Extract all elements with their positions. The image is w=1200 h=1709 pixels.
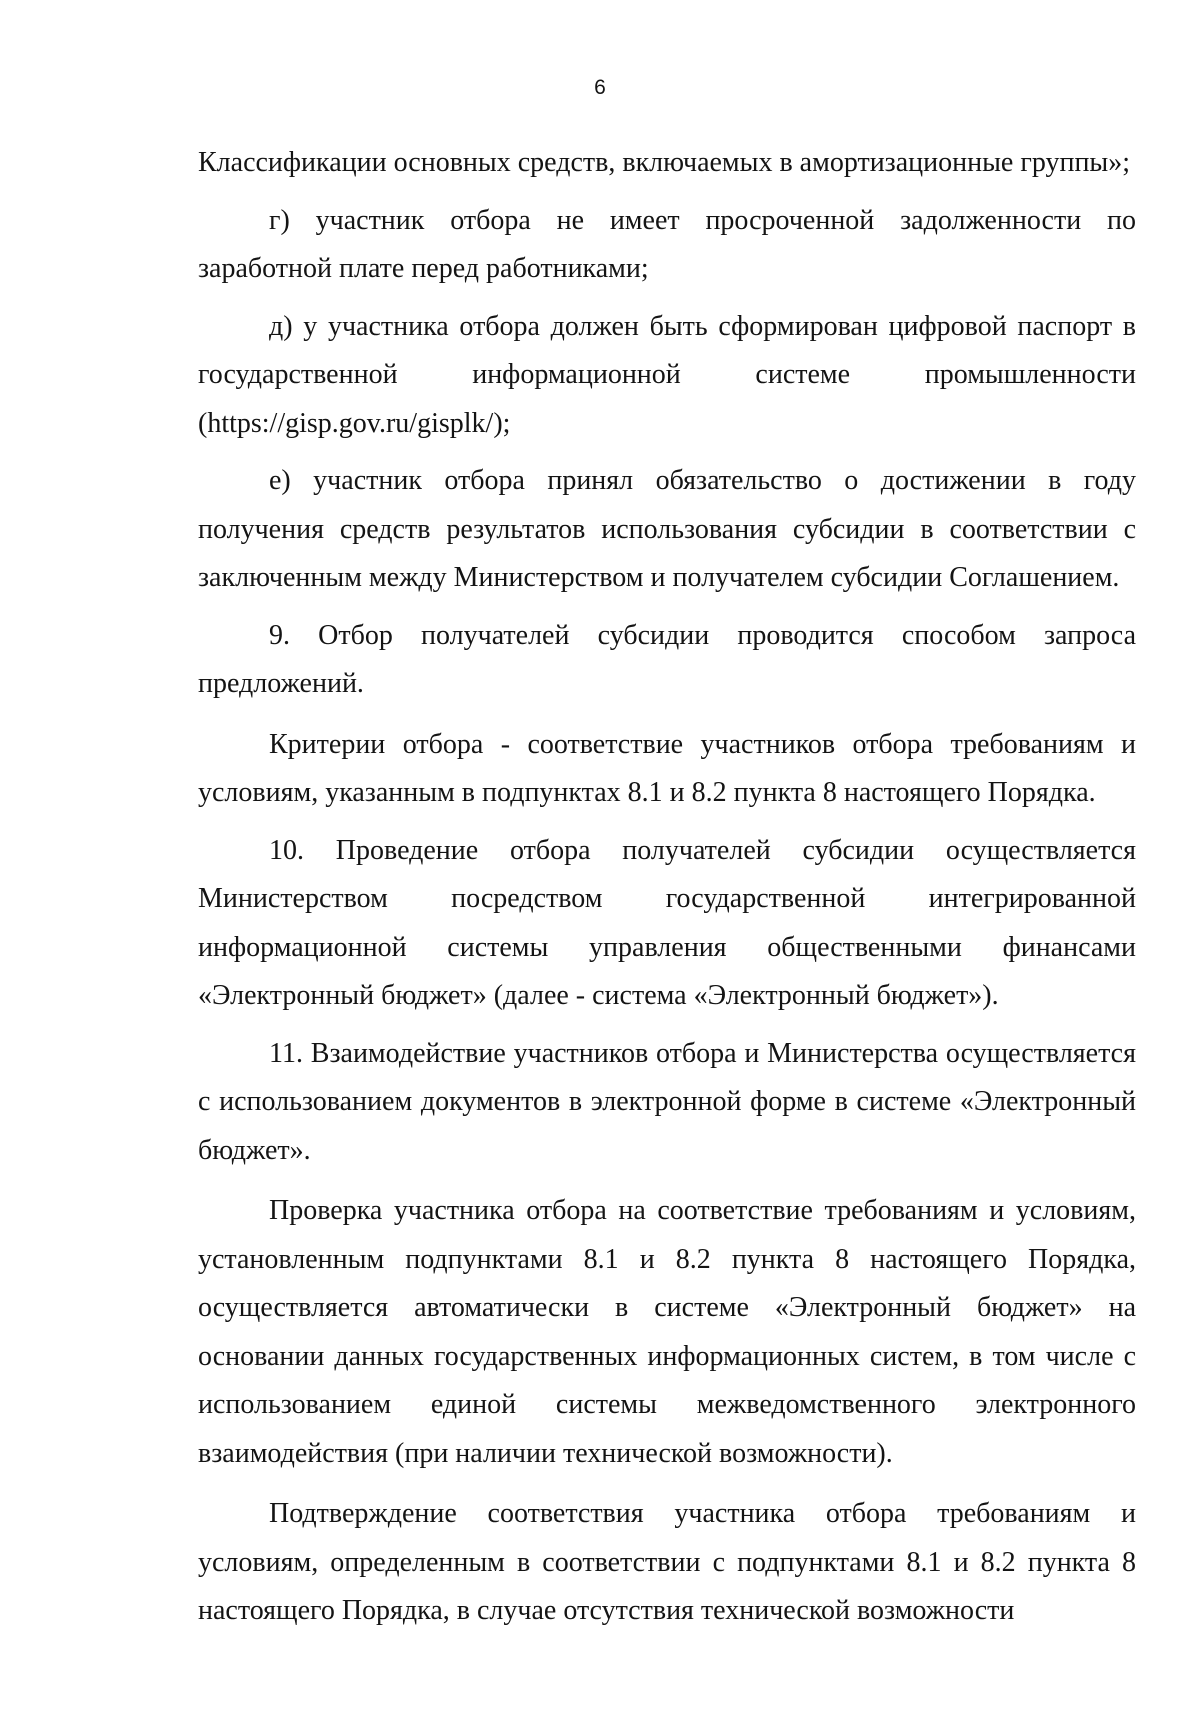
paragraph-verification: Проверка участника отбора на соответствие требованиям и условиям, установленным подпунктами 8.1 и 8.2 пункта 8 настоящего Порядка, осуществляется автоматически в системе «Электронный бюджет» на основании данных государственных информационных систем, в том числе с использованием единой системы межведомственного электронного взаимодействия (при наличии технической возможности). xyxy=(198,1195,1136,1469)
paragraph-classification-continuation: Классификации основных средств, включаемых в амортизационные группы»; xyxy=(198,147,1131,178)
paragraph-clause-9: 9. Отбор получателей субсидии проводится способом запроса предложений. xyxy=(198,619,1136,699)
paragraph-clause-11: 11. Взаимодействие участников отбора и Министерства осуществляется с использованием документов в электронной форме в системе «Электронный бюджет». xyxy=(198,1037,1136,1166)
page-number: 6 xyxy=(594,76,606,99)
paragraph-selection-criteria: Критерии отбора - соответствие участников отбора требованиям и условиям, указанным в подпунктах 8.1 и 8.2 пункта 8 настоящего Порядка. xyxy=(198,728,1136,808)
paragraph-confirmation: Подтверждение соответствия участника отбора требованиям и условиям, определенным в соответствии с подпунктами 8.1 и 8.2 пункта 8 настоящего Порядка, в случае отсутствия технической возможности xyxy=(198,1498,1136,1626)
document-body xyxy=(198,139,1136,1636)
paragraph-clause-10: 10. Проведение отбора получателей субсидии осуществляется Министерством посредством государственной интегрированной информационной системы управления общественными финансами «Электронный бюджет» (далее - система «Электронный бюджет»). xyxy=(198,834,1136,1011)
paragraph-item-d: д) у участника отбора должен быть сформирован цифровой паспорт в государственной информационной системе промышленности (https://gisp.gov.ru/gisplk/); xyxy=(198,310,1136,439)
paragraph-item-e: е) участник отбора принял обязательство о достижении в году получения средств результатов использования субсидии в соответствии с заключенным между Министерством и получателем субсидии Соглашением. xyxy=(198,465,1136,593)
paragraph-item-g: г) участник отбора не имеет просроченной задолженности по заработной плате перед работниками; xyxy=(198,204,1136,284)
